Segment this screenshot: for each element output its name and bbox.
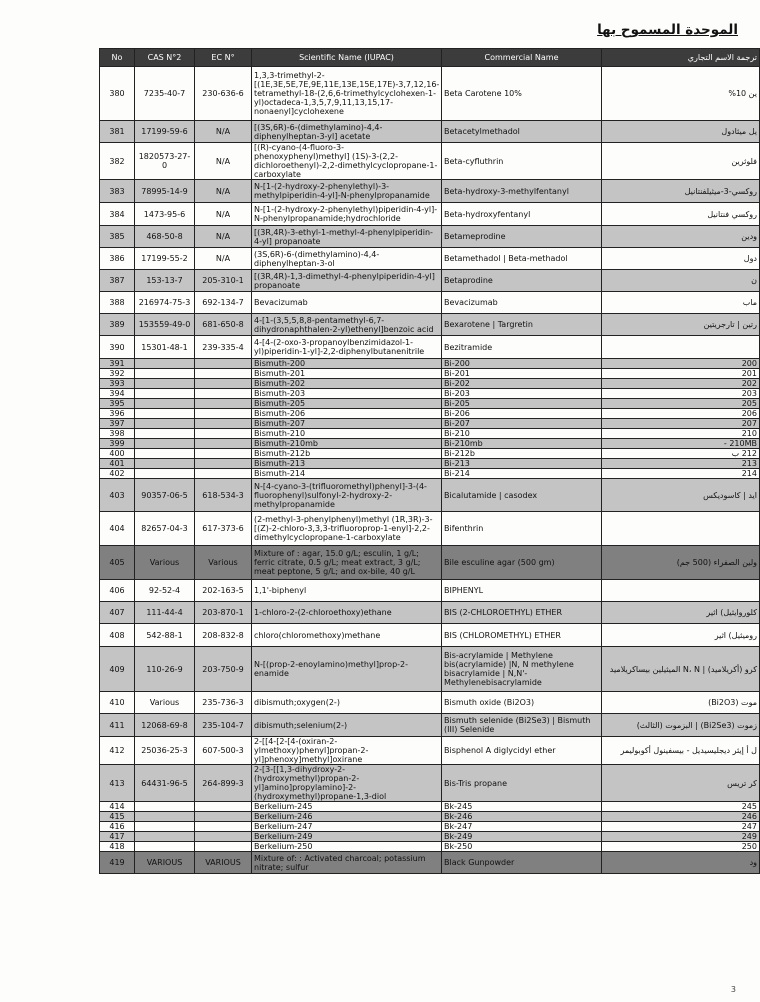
cell-scientific-name: Bismuth-210 (252, 429, 442, 439)
cell-commercial-name: Bicalutamide | casodex (442, 479, 602, 512)
header-cas: CAS N°2 (135, 49, 195, 67)
cell-no: 409 (100, 647, 135, 692)
table-row (100, 399, 760, 409)
table-row (100, 469, 760, 479)
cell-no: 404 (100, 512, 135, 546)
cell-cas-number: 92-52-4 (135, 580, 195, 602)
cell-ec-number (195, 449, 252, 459)
cell-no: 396 (100, 409, 135, 419)
cell-arabic-name: زموت (Bi2Se3) | البزموت (الثالث) (602, 714, 760, 737)
table-body (100, 67, 760, 874)
cell-no: 417 (100, 832, 135, 842)
cell-no: 397 (100, 419, 135, 429)
table-row (100, 459, 760, 469)
cell-ec-number: 203-750-9 (195, 647, 252, 692)
cell-no: 400 (100, 449, 135, 459)
cell-arabic-name: 210 (602, 429, 760, 439)
cell-cas-number (135, 409, 195, 419)
cell-arabic-name: 214 (602, 469, 760, 479)
cell-ec-number: N/A (195, 143, 252, 180)
cell-cas-number (135, 812, 195, 822)
cell-cas-number: Various (135, 546, 195, 580)
cell-arabic-name: ماب (602, 292, 760, 314)
cell-scientific-name: Bismuth-205 (252, 399, 442, 409)
table-row (100, 226, 760, 248)
cell-no: 406 (100, 580, 135, 602)
cell-scientific-name: Bismuth-206 (252, 409, 442, 419)
cell-scientific-name: Bismuth-201 (252, 369, 442, 379)
cell-commercial-name: Bi-206 (442, 409, 602, 419)
cell-commercial-name: Bi-210mb (442, 439, 602, 449)
cell-cas-number: 542-88-1 (135, 624, 195, 647)
cell-arabic-name (602, 580, 760, 602)
cell-ec-number (195, 469, 252, 479)
cell-commercial-name: Bi-200 (442, 359, 602, 369)
cell-ec-number (195, 439, 252, 449)
cell-scientific-name: 1,1'-biphenyl (252, 580, 442, 602)
table-header (100, 49, 760, 67)
cell-scientific-name: Bismuth-210mb (252, 439, 442, 449)
table-row (100, 180, 760, 203)
cell-arabic-name: رتين | تارجريتين (602, 314, 760, 336)
cell-commercial-name: Bis-Tris propane (442, 765, 602, 802)
cell-commercial-name: Bi-212b (442, 449, 602, 459)
cell-commercial-name: BIPHENYL (442, 580, 602, 602)
cell-commercial-name: Betamethadol | Beta-methadol (442, 248, 602, 270)
table-row (100, 429, 760, 439)
cell-cas-number: 17199-55-2 (135, 248, 195, 270)
table-row (100, 832, 760, 842)
cell-no: 414 (100, 802, 135, 812)
cell-scientific-name: [(3R,4R)-1,3-dimethyl-4-phenylpiperidin-4-yl] propanoate (252, 270, 442, 292)
cell-arabic-name: ايد | كاسوديكس (602, 479, 760, 512)
cell-arabic-name: 245 (602, 802, 760, 812)
cell-no: 380 (100, 67, 135, 121)
cell-scientific-name: Mixture of: : Activated charcoal; potassium nitrate; sulfur (252, 852, 442, 874)
cell-arabic-name: فلوثرين (602, 143, 760, 180)
cell-scientific-name: [(R)-cyano-(4-fluoro-3-phenoxyphenyl)methyl] (1S)-3-(2,2-dichloroethenyl)-2,2-dimethylcyclopropane-1-carboxylate (252, 143, 442, 180)
cell-scientific-name: Berkelium-250 (252, 842, 442, 852)
cell-commercial-name: Bi-203 (442, 389, 602, 399)
cell-ec-number: 607-500-3 (195, 737, 252, 765)
cell-no: 390 (100, 336, 135, 359)
cell-scientific-name: Bismuth-203 (252, 389, 442, 399)
cell-cas-number (135, 419, 195, 429)
cell-commercial-name: Bi-213 (442, 459, 602, 469)
table-row (100, 479, 760, 512)
cell-no: 418 (100, 842, 135, 852)
cell-ec-number (195, 359, 252, 369)
cell-arabic-name: دول (602, 248, 760, 270)
cell-ec-number: 208-832-8 (195, 624, 252, 647)
cell-cas-number (135, 449, 195, 459)
table-row (100, 842, 760, 852)
table-row (100, 121, 760, 143)
cell-ec-number (195, 822, 252, 832)
cell-ec-number (195, 409, 252, 419)
cell-scientific-name: chloro(chloromethoxy)methane (252, 624, 442, 647)
cell-scientific-name: Bismuth-212b (252, 449, 442, 459)
table-row (100, 852, 760, 874)
cell-commercial-name: Bexarotene | Targretin (442, 314, 602, 336)
cell-arabic-name: كرو (أكريلاميد) | N، N الميثيلين بيساكريلاميد (602, 647, 760, 692)
header-ec: EC N° (195, 49, 252, 67)
cell-scientific-name: Bismuth-207 (252, 419, 442, 429)
table-row (100, 765, 760, 802)
table-row (100, 624, 760, 647)
table-row (100, 692, 760, 714)
cell-ec-number (195, 419, 252, 429)
cell-cas-number: 25036-25-3 (135, 737, 195, 765)
cell-ec-number (195, 832, 252, 842)
cell-cas-number: 15301-48-1 (135, 336, 195, 359)
cell-scientific-name: 1-chloro-2-(2-chloroethoxy)ethane (252, 602, 442, 624)
cell-cas-number (135, 832, 195, 842)
cell-scientific-name: N-[1-(2-hydroxy-2-phenylethyl)-3-methylpiperidin-4-yl]-N-phenylpropanamide (252, 180, 442, 203)
cell-commercial-name: Bismuth selenide (Bi2Se3) | Bismuth (III) Selenide (442, 714, 602, 737)
cell-cas-number: 1473-95-6 (135, 203, 195, 226)
cell-arabic-name: روميثيل) اثير (602, 624, 760, 647)
cell-ec-number: N/A (195, 121, 252, 143)
cell-commercial-name: Bk-247 (442, 822, 602, 832)
cell-arabic-name: يل ميثادول (602, 121, 760, 143)
cell-arabic-name: 205 (602, 399, 760, 409)
cell-ec-number (195, 389, 252, 399)
cell-cas-number: 153559-49-0 (135, 314, 195, 336)
cell-scientific-name: [(3S,6R)-6-(dimethylamino)-4,4-diphenylheptan-3-yl] acetate (252, 121, 442, 143)
cell-no: 402 (100, 469, 135, 479)
cell-ec-number (195, 802, 252, 812)
table-row (100, 737, 760, 765)
cell-no: 419 (100, 852, 135, 874)
cell-ec-number (195, 429, 252, 439)
cell-cas-number (135, 429, 195, 439)
cell-commercial-name: Bevacizumab (442, 292, 602, 314)
cell-arabic-name: 203 (602, 389, 760, 399)
header-commercial-name: Commercial Name (442, 49, 602, 67)
cell-arabic-name: روكسي فنتانيل (602, 203, 760, 226)
cell-cas-number (135, 359, 195, 369)
cell-no: 403 (100, 479, 135, 512)
cell-cas-number (135, 439, 195, 449)
cell-arabic-name: ن (602, 270, 760, 292)
cell-cas-number (135, 399, 195, 409)
cell-arabic-name: 213 (602, 459, 760, 469)
table-row (100, 419, 760, 429)
cell-ec-number: 264-899-3 (195, 765, 252, 802)
cell-no: 412 (100, 737, 135, 765)
cell-arabic-name (602, 512, 760, 546)
cell-commercial-name: Betacetylmethadol (442, 121, 602, 143)
cell-scientific-name: Bevacizumab (252, 292, 442, 314)
cell-scientific-name: (2-methyl-3-phenylphenyl)methyl (1R,3R)-3-[(Z)-2-chloro-3,3,3-trifluoroprop-1-enyl]-2,2-dimethylcyclopropane-1-carboxylate (252, 512, 442, 546)
cell-arabic-name: 202 (602, 379, 760, 389)
cell-scientific-name: Berkelium-245 (252, 802, 442, 812)
header-no: No (100, 49, 135, 67)
table-row (100, 203, 760, 226)
cell-ec-number: 692-134-7 (195, 292, 252, 314)
cell-cas-number (135, 389, 195, 399)
cell-arabic-name (602, 336, 760, 359)
cell-commercial-name: Bi-201 (442, 369, 602, 379)
table-row (100, 546, 760, 580)
cell-cas-number: 82657-04-3 (135, 512, 195, 546)
table-row (100, 359, 760, 369)
cell-arabic-name: 247 (602, 822, 760, 832)
cell-cas-number: 7235-40-7 (135, 67, 195, 121)
cell-scientific-name: Berkelium-246 (252, 812, 442, 822)
cell-no: 415 (100, 812, 135, 822)
cell-ec-number: 681-650-8 (195, 314, 252, 336)
cell-arabic-name: كلوروايثيل) اثير (602, 602, 760, 624)
table-row (100, 409, 760, 419)
cell-commercial-name: Beta Carotene 10% (442, 67, 602, 121)
cell-arabic-name: 206 (602, 409, 760, 419)
table-row (100, 580, 760, 602)
cell-arabic-name: 207 (602, 419, 760, 429)
cell-arabic-name: ل أ إيثر ديجليسيديل - بيسفينول أكوبوليمر (602, 737, 760, 765)
cell-commercial-name: Bk-246 (442, 812, 602, 822)
table-row (100, 822, 760, 832)
cell-ec-number: N/A (195, 248, 252, 270)
cell-no: 393 (100, 379, 135, 389)
cell-commercial-name: Bi-207 (442, 419, 602, 429)
cell-commercial-name: Black Gunpowder (442, 852, 602, 874)
table-row (100, 802, 760, 812)
cell-no: 386 (100, 248, 135, 270)
cell-scientific-name: 2-[[4-[2-[4-(oxiran-2-ylmethoxy)phenyl]propan-2-yl]phenoxy]methyl]oxirane (252, 737, 442, 765)
cell-scientific-name: dibismuth;selenium(2-) (252, 714, 442, 737)
table-row (100, 369, 760, 379)
cell-ec-number: 239-335-4 (195, 336, 252, 359)
cell-scientific-name: Berkelium-249 (252, 832, 442, 842)
cell-ec-number (195, 812, 252, 822)
cell-cas-number (135, 842, 195, 852)
cell-cas-number: 153-13-7 (135, 270, 195, 292)
cell-scientific-name: [(3R,4R)-3-ethyl-1-methyl-4-phenylpiperidin-4-yl] propanoate (252, 226, 442, 248)
cell-no: 408 (100, 624, 135, 647)
cell-cas-number (135, 459, 195, 469)
cell-commercial-name: Bisphenol A diglycidyl ether (442, 737, 602, 765)
cell-cas-number: 111-44-4 (135, 602, 195, 624)
table-row (100, 602, 760, 624)
cell-arabic-name: روكسي-3-ميثيلفنتانيل (602, 180, 760, 203)
table-row (100, 143, 760, 180)
cell-no: 407 (100, 602, 135, 624)
cell-cas-number: 17199-59-6 (135, 121, 195, 143)
cell-scientific-name: 4-[4-(2-oxo-3-propanoylbenzimidazol-1-yl)piperidin-1-yl]-2,2-diphenylbutanenitrile (252, 336, 442, 359)
cell-commercial-name: Bi-210 (442, 429, 602, 439)
header-arabic-name: ترجمة الاسم التجاري (602, 49, 760, 67)
cell-arabic-name: ود (602, 852, 760, 874)
cell-no: 392 (100, 369, 135, 379)
table-row (100, 647, 760, 692)
cell-no: 398 (100, 429, 135, 439)
cell-no: 401 (100, 459, 135, 469)
cell-no: 385 (100, 226, 135, 248)
cell-cas-number (135, 802, 195, 812)
cell-arabic-name: 200 (602, 359, 760, 369)
cell-scientific-name: Bismuth-202 (252, 379, 442, 389)
page-number: 3 (730, 985, 736, 994)
cell-commercial-name: Betameprodine (442, 226, 602, 248)
cell-commercial-name: BIS (CHLOROMETHYL) ETHER (442, 624, 602, 647)
cell-no: 381 (100, 121, 135, 143)
cell-scientific-name: N-[1-(2-hydroxy-2-phenylethyl)piperidin-4-yl]-N-phenylpropanamide;hydrochloride (252, 203, 442, 226)
cell-commercial-name: Bile esculine agar (500 gm) (442, 546, 602, 580)
cell-cas-number (135, 822, 195, 832)
cell-commercial-name: Bk-245 (442, 802, 602, 812)
table-row (100, 292, 760, 314)
cell-commercial-name: Betaprodine (442, 270, 602, 292)
cell-no: 382 (100, 143, 135, 180)
table-row (100, 314, 760, 336)
header-scientific-name: Scientific Name (IUPAC) (252, 49, 442, 67)
cell-ec-number: N/A (195, 203, 252, 226)
cell-ec-number: 205-310-1 (195, 270, 252, 292)
table-row (100, 439, 760, 449)
cell-ec-number: N/A (195, 180, 252, 203)
cell-commercial-name: Bis-acrylamide | Methylene bis(acrylamide) |N, N methylene bisacrylamide | N,N'-Methylenebisacrylamide (442, 647, 602, 692)
cell-commercial-name: Beta-cyfluthrin (442, 143, 602, 180)
cell-no: 413 (100, 765, 135, 802)
cell-no: 405 (100, 546, 135, 580)
cell-commercial-name: Bismuth oxide (Bi2O3) (442, 692, 602, 714)
cell-no: 411 (100, 714, 135, 737)
cell-cas-number (135, 369, 195, 379)
table-row (100, 248, 760, 270)
cell-commercial-name: Bk-249 (442, 832, 602, 842)
cell-no: 394 (100, 389, 135, 399)
table-row (100, 270, 760, 292)
cell-arabic-name: 246 (602, 812, 760, 822)
cell-ec-number: 202-163-5 (195, 580, 252, 602)
cell-no: 416 (100, 822, 135, 832)
cell-commercial-name: Bi-214 (442, 469, 602, 479)
cell-scientific-name: dibismuth;oxygen(2-) (252, 692, 442, 714)
cell-cas-number: 1820573-27-0 (135, 143, 195, 180)
cell-scientific-name: Mixture of : agar, 15.0 g/L; esculin, 1 g/L; ferric citrate, 0.5 g/L; meat extract, 3 g/L; meat peptone, 5 g/L; and ox-bile, 40 g/L (252, 546, 442, 580)
cell-ec-number: VARIOUS (195, 852, 252, 874)
cell-commercial-name: Bi-205 (442, 399, 602, 409)
cell-scientific-name: Bismuth-213 (252, 459, 442, 469)
table-row (100, 812, 760, 822)
cell-commercial-name: Bi-202 (442, 379, 602, 389)
cell-ec-number: Various (195, 546, 252, 580)
table-row (100, 449, 760, 459)
cell-cas-number: 216974-75-3 (135, 292, 195, 314)
cell-arabic-name: ين 10% (602, 67, 760, 121)
table-row (100, 336, 760, 359)
cell-no: 384 (100, 203, 135, 226)
cell-cas-number (135, 379, 195, 389)
cell-commercial-name: BIS (2-CHLOROETHYL) ETHER (442, 602, 602, 624)
cell-cas-number: 468-50-8 (135, 226, 195, 248)
cell-no: 410 (100, 692, 135, 714)
cell-cas-number: 78995-14-9 (135, 180, 195, 203)
cell-arabic-name: كر تريس (602, 765, 760, 802)
cell-no: 387 (100, 270, 135, 292)
cell-ec-number: 235-736-3 (195, 692, 252, 714)
cell-ec-number: 617-373-6 (195, 512, 252, 546)
cell-scientific-name: 1,3,3-trimethyl-2-[(1E,3E,5E,7E,9E,11E,13E,15E,17E)-3,7,12,16-tetramethyl-18-(2,6,6-trimethylcyclohexen-1-yl)octadeca-1,3,5,7,9,11,13,15,17-nonaenyl]cyclohexene (252, 67, 442, 121)
cell-cas-number: Various (135, 692, 195, 714)
cell-no: 391 (100, 359, 135, 369)
cell-arabic-name: موت (Bi2O3) (602, 692, 760, 714)
cell-ec-number (195, 379, 252, 389)
cell-scientific-name: N-[(prop-2-enoylamino)methyl]prop-2-enamide (252, 647, 442, 692)
cell-no: 388 (100, 292, 135, 314)
cell-no: 383 (100, 180, 135, 203)
cell-commercial-name: Bifenthrin (442, 512, 602, 546)
cell-ec-number: 230-636-6 (195, 67, 252, 121)
cell-cas-number: 64431-96-5 (135, 765, 195, 802)
table-row (100, 67, 760, 121)
cell-commercial-name: Bezitramide (442, 336, 602, 359)
cell-arabic-name: 210MB - (602, 439, 760, 449)
cell-arabic-name: 201 (602, 369, 760, 379)
cell-ec-number: 235-104-7 (195, 714, 252, 737)
cell-cas-number: 90357-06-5 (135, 479, 195, 512)
cell-cas-number: 110-26-9 (135, 647, 195, 692)
cell-ec-number: 203-870-1 (195, 602, 252, 624)
table-row (100, 512, 760, 546)
cell-arabic-name: 212 ب (602, 449, 760, 459)
cell-scientific-name: Bismuth-214 (252, 469, 442, 479)
cell-arabic-name: ودين (602, 226, 760, 248)
cell-scientific-name: (3S,6R)-6-(dimethylamino)-4,4-diphenylheptan-3-ol (252, 248, 442, 270)
cell-cas-number (135, 469, 195, 479)
cell-ec-number (195, 842, 252, 852)
cell-ec-number (195, 369, 252, 379)
cell-ec-number: 618-534-3 (195, 479, 252, 512)
cell-no: 399 (100, 439, 135, 449)
cell-ec-number: N/A (195, 226, 252, 248)
cell-commercial-name: Beta-hydroxy-3-methylfentanyl (442, 180, 602, 203)
table-row (100, 389, 760, 399)
page-heading: الموحدة المسموح بها (597, 22, 738, 38)
cell-scientific-name: 4-[1-(3,5,5,8,8-pentamethyl-6,7-dihydronaphthalen-2-yl)ethenyl]benzoic acid (252, 314, 442, 336)
table-row (100, 714, 760, 737)
cell-no: 395 (100, 399, 135, 409)
cell-cas-number: 12068-69-8 (135, 714, 195, 737)
cell-arabic-name: 249 (602, 832, 760, 842)
cell-no: 389 (100, 314, 135, 336)
cell-commercial-name: Beta-hydroxyfentanyl (442, 203, 602, 226)
cell-commercial-name: Bk-250 (442, 842, 602, 852)
cell-scientific-name: N-[4-cyano-3-(trifluoromethyl)phenyl]-3-(4-fluorophenyl)sulfonyl-2-hydroxy-2-methylpropanamide (252, 479, 442, 512)
cell-scientific-name: Bismuth-200 (252, 359, 442, 369)
cell-cas-number: VARIOUS (135, 852, 195, 874)
cell-scientific-name: 2-[3-[[1,3-dihydroxy-2-(hydroxymethyl)propan-2-yl]amino]propylamino]-2-(hydroxymethyl)propane-1,3-diol (252, 765, 442, 802)
cell-arabic-name: 250 (602, 842, 760, 852)
table-row (100, 379, 760, 389)
cell-ec-number (195, 459, 252, 469)
cell-arabic-name: ولين الصفراء (500 جم) (602, 546, 760, 580)
substances-table (99, 48, 760, 874)
cell-scientific-name: Berkelium-247 (252, 822, 442, 832)
cell-ec-number (195, 399, 252, 409)
